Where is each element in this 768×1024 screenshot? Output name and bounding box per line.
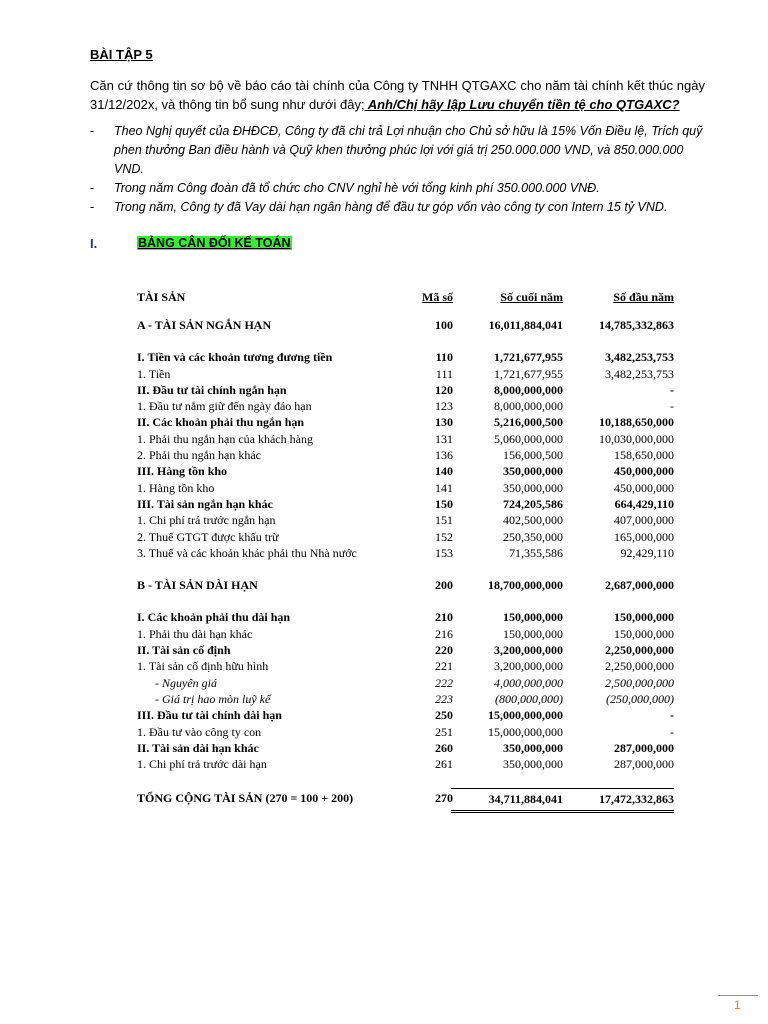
table-row bbox=[137, 463, 677, 479]
row-name: I. Các khoản phải thu dài hạn bbox=[137, 610, 291, 625]
row-code: 140 bbox=[435, 464, 453, 479]
header-year-begin: Số đầu năm bbox=[613, 290, 674, 304]
row-name: 1. Đầu tư vào công ty con bbox=[137, 724, 262, 739]
row-code: 111 bbox=[435, 366, 453, 381]
row-year-end: 18,700,000,000 bbox=[488, 578, 563, 593]
table-row bbox=[137, 529, 677, 545]
row-year-end: 150,000,000 bbox=[503, 610, 563, 625]
row-year-end: 350,000,000 bbox=[503, 757, 563, 772]
row-year-end: 8,000,000,000 bbox=[494, 382, 563, 397]
bullet-item bbox=[90, 179, 705, 198]
row-code: 150 bbox=[435, 496, 453, 511]
row-name: - Giá trị hao mòn luỹ kế bbox=[155, 691, 271, 706]
row-name: 2. Phải thu ngắn hạn khác bbox=[137, 448, 261, 463]
row-year-end: 150,000,000 bbox=[503, 626, 563, 641]
table-row bbox=[137, 349, 677, 365]
row-year-end: 350,000,000 bbox=[503, 480, 563, 495]
table-row bbox=[137, 496, 677, 512]
row-year-end: 350,000,000 bbox=[503, 464, 563, 479]
table-header-row bbox=[137, 287, 677, 307]
row-year-begin: 2,687,000,000 bbox=[605, 578, 674, 593]
row-code: 200 bbox=[435, 578, 453, 593]
row-code: 110 bbox=[435, 350, 453, 365]
table-row bbox=[137, 577, 677, 593]
row-year-begin: - bbox=[670, 708, 674, 723]
row-year-end: 156,000,500 bbox=[503, 448, 563, 463]
row-year-begin: - bbox=[670, 724, 674, 739]
row-year-end: 3,200,000,000 bbox=[494, 659, 563, 674]
row-year-end: (800,000,000) bbox=[495, 691, 563, 706]
row-year-end: 402,500,000 bbox=[503, 513, 563, 528]
row-name: II. Đầu tư tài chính ngắn hạn bbox=[137, 382, 287, 397]
row-year-begin: 287,000,000 bbox=[614, 757, 674, 772]
row-code: 216 bbox=[435, 626, 453, 641]
row-code: 153 bbox=[435, 545, 453, 560]
row-name: - Nguyên giá bbox=[155, 675, 217, 690]
row-code: 141 bbox=[435, 480, 453, 495]
row-name: 1. Chi phí trả trước ngắn hạn bbox=[137, 513, 276, 528]
row-year-begin: (250,000,000) bbox=[606, 691, 674, 706]
row-year-begin: 17,472,332,863 bbox=[562, 788, 674, 813]
table-row bbox=[137, 414, 677, 430]
header-year-end: Số cuối năm bbox=[500, 290, 563, 304]
balance-sheet-table bbox=[137, 287, 677, 808]
bullet-text: Theo Nghị quyết của ĐHĐCĐ, Công ty đã chi trả Lợi nhuận cho Chủ sở hữu là 15% Vốn Điều lệ, Trích quỹ phen thưởng Ban điều hành và Quỹ khen thưởng phúc lợi với giá trị 250.000.000 VND, và 850.000.000 VND. bbox=[114, 124, 703, 176]
row-year-end: 3,200,000,000 bbox=[494, 643, 563, 658]
row-year-end: 34,711,884,041 bbox=[451, 788, 563, 813]
table-row bbox=[137, 382, 677, 398]
row-year-begin: 2,250,000,000 bbox=[605, 659, 674, 674]
row-year-end: 15,000,000,000 bbox=[488, 724, 563, 739]
table-total-row bbox=[137, 788, 677, 808]
row-code: 130 bbox=[435, 415, 453, 430]
row-code: 260 bbox=[435, 740, 453, 755]
row-year-begin: 3,482,253,753 bbox=[605, 350, 674, 365]
table-row bbox=[137, 609, 677, 625]
row-year-begin: 158,650,000 bbox=[614, 448, 674, 463]
bullet-text: Trong năm Công đoàn đã tổ chức cho CNV nghỉ hè với tổng kinh phí 350.000.000 VNĐ. bbox=[114, 181, 600, 195]
header-assets: TÀI SẢN bbox=[137, 290, 186, 304]
table-row bbox=[137, 707, 677, 723]
table-row bbox=[137, 398, 677, 414]
row-year-begin: - bbox=[670, 382, 674, 397]
bullet-dash: - bbox=[90, 200, 95, 214]
row-year-end: 1,721,677,955 bbox=[494, 350, 563, 365]
row-code: 210 bbox=[435, 610, 453, 625]
row-year-begin: 450,000,000 bbox=[614, 464, 674, 479]
row-year-begin: - bbox=[670, 399, 674, 414]
intro-paragraph bbox=[90, 76, 705, 114]
row-year-begin: 10,188,650,000 bbox=[599, 415, 674, 430]
row-year-begin: 450,000,000 bbox=[614, 480, 674, 495]
row-year-end: 71,355,586 bbox=[509, 545, 563, 560]
row-name: III. Tài sản ngắn hạn khác bbox=[137, 496, 273, 511]
table-row bbox=[137, 545, 677, 561]
row-name: 1. Tiền bbox=[137, 366, 171, 381]
table-row bbox=[137, 740, 677, 756]
row-name: 1. Phải thu ngắn hạn của khách hàng bbox=[137, 431, 313, 446]
info-bullet-list bbox=[90, 122, 705, 217]
row-year-end: 16,011,884,041 bbox=[488, 318, 563, 332]
row-name: III. Hàng tồn kho bbox=[137, 464, 228, 479]
row-year-begin: 3,482,253,753 bbox=[605, 366, 674, 381]
table-row bbox=[137, 447, 677, 463]
row-name: 1. Phải thu dài hạn khác bbox=[137, 626, 253, 641]
row-name: 2. Thuế GTGT được khấu trừ bbox=[137, 529, 279, 544]
row-year-begin: 14,785,332,863 bbox=[599, 318, 674, 332]
row-name: III. Đầu tư tài chính dài hạn bbox=[137, 708, 282, 723]
row-year-begin: 664,429,110 bbox=[614, 496, 674, 511]
row-name: 1. Chi phí trả trước dài hạn bbox=[137, 757, 267, 772]
row-code: 223 bbox=[435, 691, 453, 706]
table-row bbox=[137, 431, 677, 447]
row-year-end: 15,000,000,000 bbox=[488, 708, 563, 723]
bullet-item bbox=[90, 122, 705, 179]
row-year-end: 5,060,000,000 bbox=[494, 431, 563, 446]
table-row bbox=[137, 512, 677, 528]
row-year-begin: 287,000,000 bbox=[614, 740, 674, 755]
row-code: 261 bbox=[435, 757, 453, 772]
intro-request: Anh/Chị hãy lập Lưu chuyển tiền tệ cho QTGAXC? bbox=[364, 97, 680, 112]
row-year-begin: 150,000,000 bbox=[614, 610, 674, 625]
row-name: 1. Hàng tồn kho bbox=[137, 480, 215, 495]
table-row bbox=[137, 480, 677, 496]
section-title: BẢNG CÂN ĐỐI KẾ TOÁN bbox=[138, 236, 291, 250]
row-year-begin: 165,000,000 bbox=[614, 529, 674, 544]
table-row bbox=[137, 691, 677, 707]
row-code: 270 bbox=[435, 791, 453, 806]
table-row bbox=[137, 317, 677, 333]
row-code: 251 bbox=[435, 724, 453, 739]
row-name: I. Tiền và các khoản tương đương tiền bbox=[137, 350, 333, 365]
row-year-end: 1,721,677,955 bbox=[494, 366, 563, 381]
table-row bbox=[137, 642, 677, 658]
row-code: 151 bbox=[435, 513, 453, 528]
row-code: 120 bbox=[435, 382, 453, 397]
row-name: 3. Thuế và các khoản khác phải thu Nhà nước bbox=[137, 545, 357, 560]
row-code: 222 bbox=[435, 675, 453, 690]
bullet-dash: - bbox=[90, 181, 95, 195]
row-year-end: 4,000,000,000 bbox=[494, 675, 563, 690]
row-name: 1. Tài sản cố định hữu hình bbox=[137, 659, 269, 674]
row-code: 152 bbox=[435, 529, 453, 544]
table-row bbox=[137, 675, 677, 691]
row-year-begin: 92,429,110 bbox=[620, 545, 674, 560]
row-name: II. Tài sản cố định bbox=[137, 643, 231, 658]
intro-text: Căn cứ thông tin sơ bộ về báo cáo tài chính của Công ty TNHH QTGAXC cho năm tài chính kết thúc ngày 31/12/202x, và thông tin bổ sung như dưới đây; bbox=[90, 78, 705, 112]
row-year-end: 250,350,000 bbox=[503, 529, 563, 544]
row-year-begin: 10,030,000,000 bbox=[599, 431, 674, 446]
row-year-begin: 2,250,000,000 bbox=[605, 643, 674, 658]
table-row bbox=[137, 756, 677, 772]
bullet-dash: - bbox=[90, 124, 95, 138]
row-code: 250 bbox=[435, 708, 453, 723]
table-row bbox=[137, 366, 677, 382]
exercise-title: BÀI TẬP 5 bbox=[90, 47, 153, 62]
row-code: 136 bbox=[435, 448, 453, 463]
row-year-begin: 150,000,000 bbox=[614, 626, 674, 641]
row-name: II. Tài sản dài hạn khác bbox=[137, 740, 259, 755]
row-name: A - TÀI SẢN NGẮN HẠN bbox=[137, 318, 272, 332]
row-year-end: 8,000,000,000 bbox=[494, 399, 563, 414]
bullet-text: Trong năm, Công ty đã Vay dài hạn ngân hàng để đầu tư góp vốn vào công ty con Intern 15 tỷ VND. bbox=[114, 200, 668, 214]
header-code: Mã số bbox=[422, 290, 453, 304]
row-name: B - TÀI SẢN DÀI HẠN bbox=[137, 578, 258, 593]
row-code: 100 bbox=[435, 318, 453, 332]
page-number: 1 bbox=[734, 998, 741, 1012]
row-code: 131 bbox=[435, 431, 453, 446]
bullet-item bbox=[90, 198, 705, 217]
page-number-rule bbox=[718, 995, 758, 996]
table-row bbox=[137, 658, 677, 674]
table-row bbox=[137, 724, 677, 740]
row-name: TỔNG CỘNG TÀI SẢN (270 = 100 + 200) bbox=[137, 791, 354, 806]
row-year-end: 350,000,000 bbox=[503, 740, 563, 755]
row-code: 220 bbox=[435, 643, 453, 658]
section-number: I. bbox=[90, 236, 98, 251]
row-name: II. Các khoản phải thu ngắn hạn bbox=[137, 415, 305, 430]
row-year-end: 5,216,000,500 bbox=[494, 415, 563, 430]
row-code: 221 bbox=[435, 659, 453, 674]
row-name: 1. Đầu tư nắm giữ đến ngày đáo hạn bbox=[137, 399, 312, 414]
row-year-begin: 407,000,000 bbox=[614, 513, 674, 528]
table-row bbox=[137, 626, 677, 642]
row-year-end: 724,205,586 bbox=[503, 496, 563, 511]
row-year-begin: 2,500,000,000 bbox=[605, 675, 674, 690]
row-code: 123 bbox=[435, 399, 453, 414]
